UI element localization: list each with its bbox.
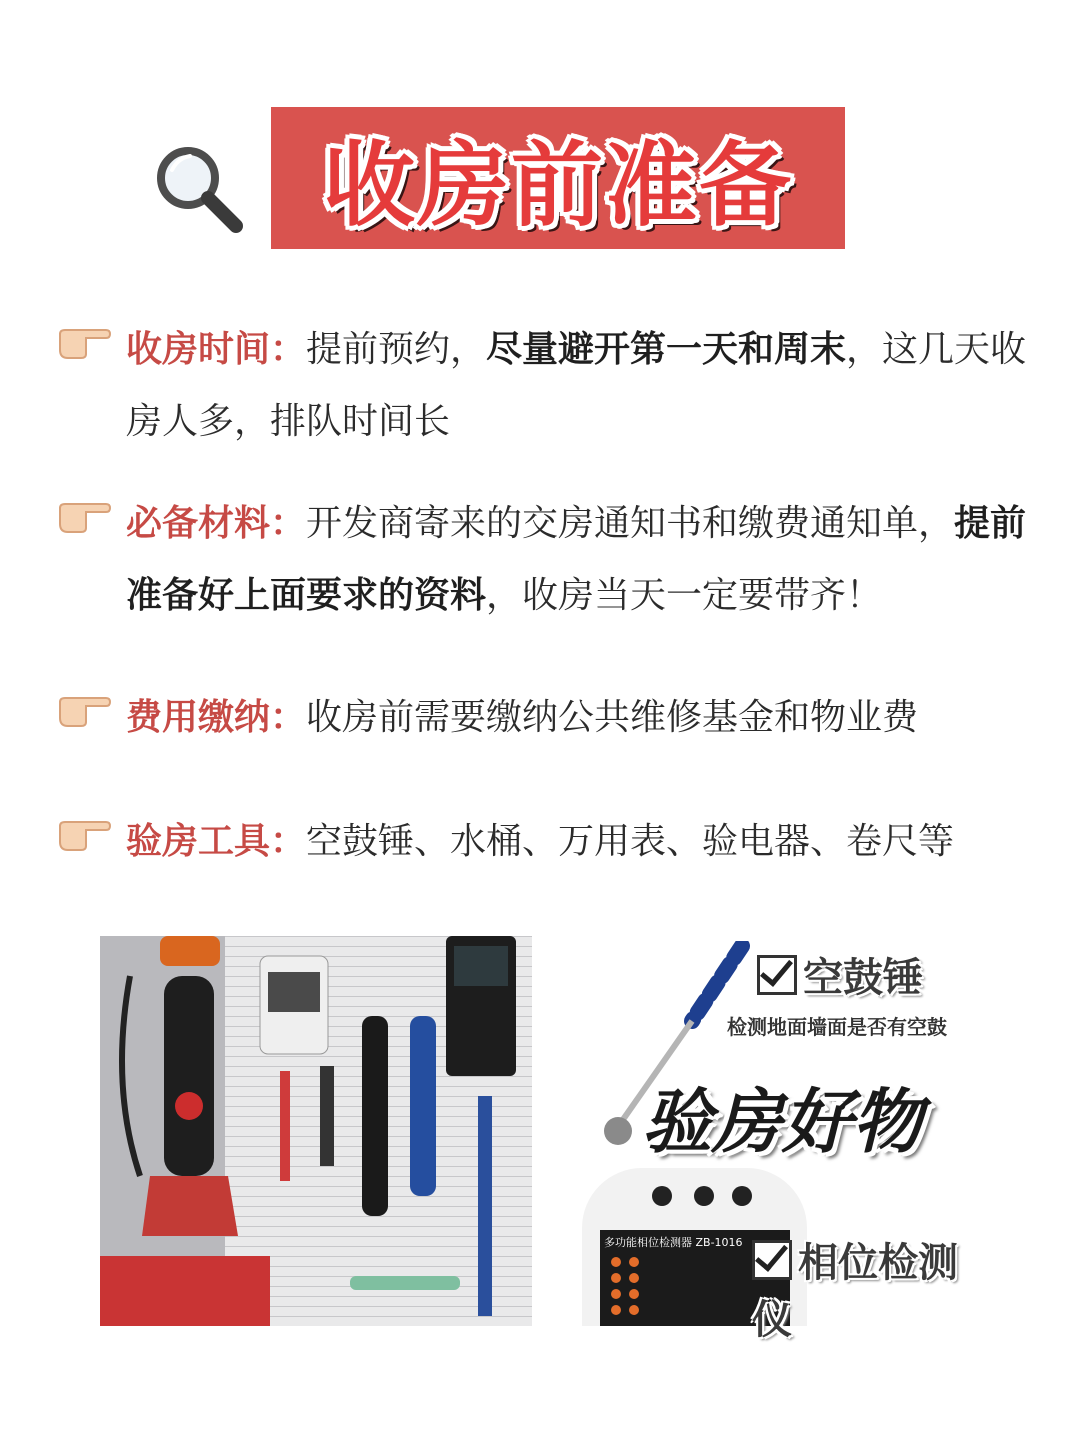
title-banner xyxy=(271,107,845,249)
tool-label-phase-detector xyxy=(752,1231,992,1345)
magnifier-icon xyxy=(150,140,250,240)
pointing-hand-icon xyxy=(56,812,112,852)
item-label: 必备材料： xyxy=(126,503,307,544)
pointing-hand-icon xyxy=(56,688,112,728)
pointing-hand-icon xyxy=(56,494,112,534)
item-body: 提前预约， xyxy=(306,329,487,370)
socket-pins-icon xyxy=(582,1168,807,1228)
tool-label-hammer xyxy=(757,946,923,1003)
pointing-hand-icon xyxy=(56,320,112,360)
item-body: 空鼓锤、水桶、万用表、验电器、卷尺等 xyxy=(306,821,955,862)
item-label: 费用缴纳： xyxy=(126,697,307,738)
checkbox-icon xyxy=(752,1240,792,1280)
tools-illustration xyxy=(100,936,532,1326)
item-label: 收房时间： xyxy=(126,329,307,370)
item-emphasis: 提前准备好上面要求的资料 xyxy=(126,503,1027,616)
page-title: 收房前准备 xyxy=(322,132,793,239)
item-body: 收房前需要缴纳公共维修基金和物业费 xyxy=(306,697,919,738)
tool-name: 空鼓锤 xyxy=(803,955,923,1001)
indicator-lights-icon xyxy=(608,1254,668,1324)
item-label: 验房工具： xyxy=(126,821,307,862)
promo-panel xyxy=(562,936,992,1343)
item-body: 开发商寄来的交房通知书和缴费通知单， xyxy=(306,503,955,544)
tool-note: 检测地面墙面是否有空鼓 xyxy=(727,1015,947,1039)
item-text xyxy=(126,488,1031,632)
item-text xyxy=(126,806,1031,878)
tool-name: 相位检测仪 xyxy=(752,1240,958,1343)
item-body-cont: ，这几天收房人多，排队时间长 xyxy=(126,329,1027,442)
promo-headline: 验房好物 xyxy=(642,1081,922,1163)
tools-photo xyxy=(100,936,532,1326)
item-text xyxy=(126,314,1031,458)
checkbox-icon xyxy=(757,955,797,995)
item-text xyxy=(126,682,1031,754)
item-emphasis: 尽量避开第一天和周末 xyxy=(486,329,847,370)
detector-model-label: 多功能相位检测器 ZB-1016 xyxy=(604,1236,743,1249)
item-body-cont: ，收房当天一定要带齐！ xyxy=(486,575,883,616)
